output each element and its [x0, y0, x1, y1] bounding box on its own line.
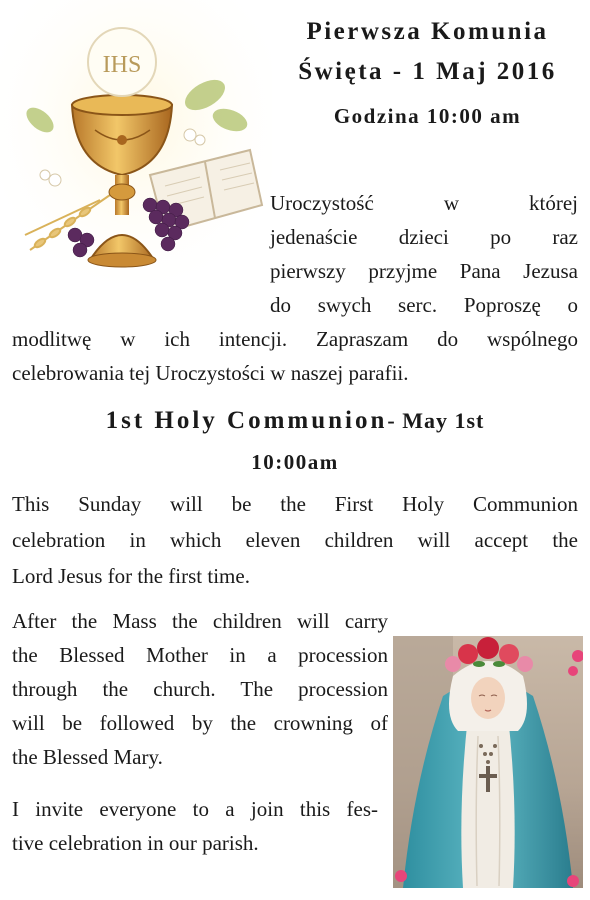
text-line: the Blessed Mary. — [12, 745, 163, 769]
english-title-date: - May 1st — [387, 408, 485, 433]
host-icon — [88, 28, 156, 96]
text-line: I invite everyone to a join this fes- — [12, 797, 378, 821]
english-title — [0, 407, 590, 435]
polish-title-line: Pierwsza Komunia — [306, 18, 549, 45]
english-paragraph-1 — [12, 486, 578, 594]
text-line: modlitwę w ich intencji. Zapraszam do wspólnego — [12, 327, 578, 351]
text-line: pierwszy przyjme Pana Jezusa — [270, 259, 578, 283]
text-line: After the Mass the children will carry — [12, 609, 388, 633]
text-line: This Sunday will be the First Holy Communion — [12, 492, 578, 516]
text-line: Uroczystość w której — [270, 191, 578, 215]
polish-paragraph-right — [270, 186, 578, 322]
polish-paragraph-full — [12, 322, 578, 390]
text-line: will be followed by the crowning of — [12, 711, 388, 735]
english-paragraph-2 — [12, 604, 388, 774]
text-line: celebration in which eleven children will accept the — [12, 528, 578, 552]
svg-text:IHS: IHS — [102, 52, 142, 78]
text-line: tive celebration in our parish. — [12, 831, 259, 855]
text-line: celebrowania tej Uroczystości w naszej parafii. — [12, 361, 409, 385]
text-line: Lord Jesus for the first time. — [12, 564, 250, 588]
chalice-illustration — [0, 0, 272, 302]
english-title-main: 1st Holy Communion — [105, 407, 388, 434]
polish-title-line: Święta - 1 Maj 2016 — [298, 58, 557, 85]
text-line: do swych serc. Poproszę o — [270, 293, 578, 317]
text-line: jedenaście dzieci po raz — [270, 225, 578, 249]
polish-title — [270, 12, 585, 92]
english-paragraph-3 — [12, 792, 378, 860]
text-line: the Blessed Mother in a procession — [12, 643, 388, 667]
text-line: through the church. The procession — [12, 677, 388, 701]
polish-time: Godzina 10:00 am — [333, 104, 522, 128]
english-time: 10:00am — [251, 450, 339, 474]
mary-statue-photo — [393, 636, 583, 888]
